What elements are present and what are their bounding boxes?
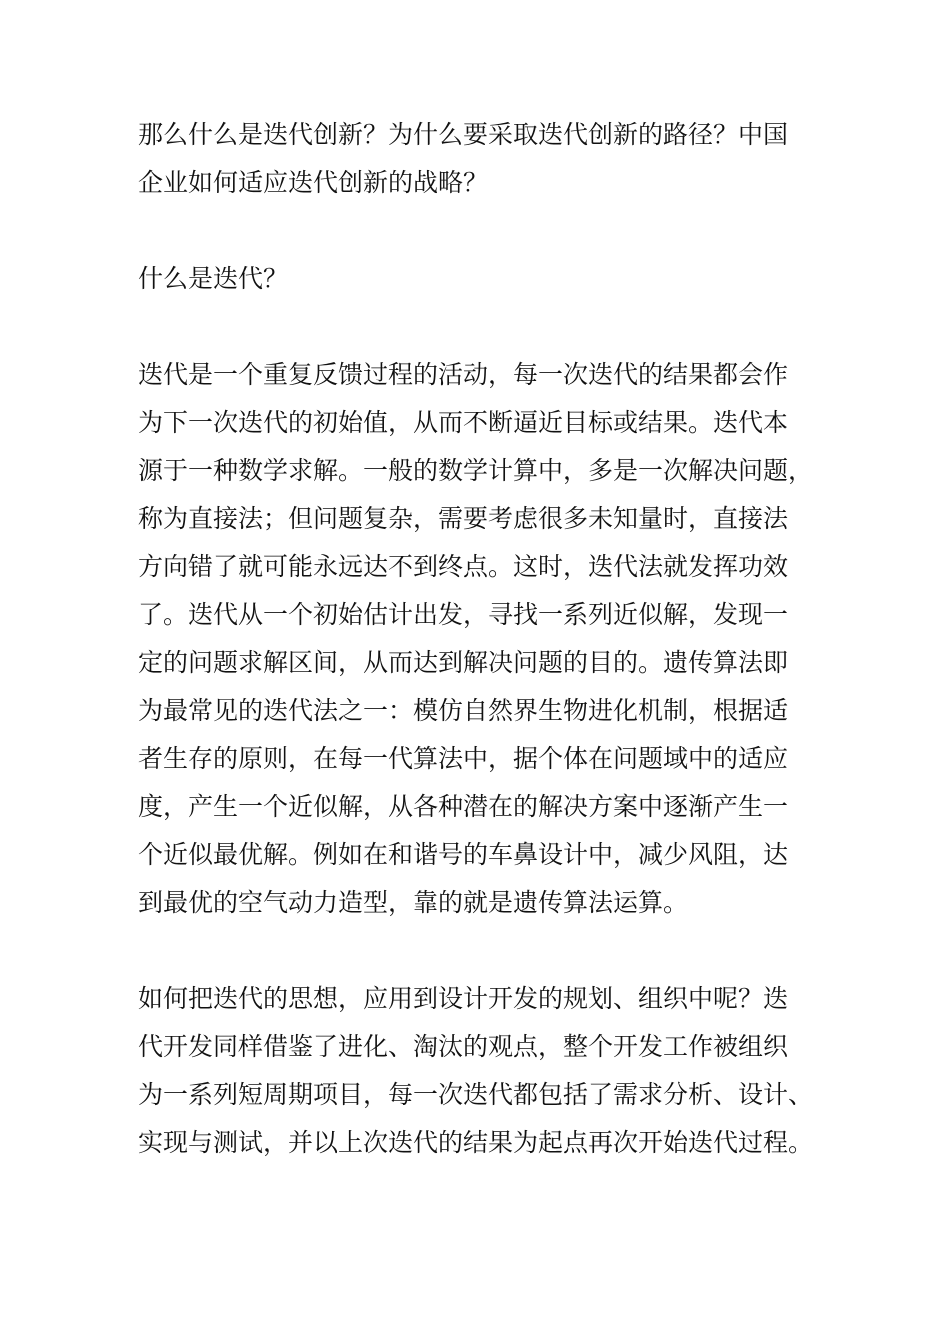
text-line: 了。迭代从一个初始估计出发，寻找一系列近似解，发现一 [138, 600, 789, 629]
document-body [138, 111, 823, 1167]
text-line: 称为直接法；但问题复杂，需要考虑很多未知量时，直接法 [138, 504, 789, 533]
text-line: 什么是迭代？ [138, 264, 289, 293]
paragraph-intro-questions [138, 111, 823, 207]
paragraph-spacer [138, 207, 823, 255]
paragraph-iterative-development [138, 975, 823, 1167]
text-line: 迭代是一个重复反馈过程的活动，每一次迭代的结果都会作 [138, 360, 789, 389]
text-line: 实现与测试，并以上次迭代的结果为起点再次开始迭代过程。 [138, 1128, 814, 1157]
text-line: 度，产生一个近似解，从各种潜在的解决方案中逐渐产生一 [138, 792, 789, 821]
paragraph-spacer [138, 927, 823, 975]
text-line: 到最优的空气动力造型，靠的就是遗传算法运算。 [138, 888, 689, 917]
text-line: 代开发同样借鉴了进化、淘汰的观点，整个开发工作被组织 [138, 1032, 789, 1061]
text-line: 者生存的原则，在每一代算法中，据个体在问题域中的适应 [138, 744, 789, 773]
text-line: 那么什么是迭代创新？为什么要采取迭代创新的路径？中国 [138, 120, 789, 149]
paragraph-iteration-definition [138, 351, 823, 927]
text-line: 为下一次迭代的初始值，从而不断逼近目标或结果。迭代本 [138, 408, 789, 437]
text-line: 定的问题求解区间，从而达到解决问题的目的。遗传算法即 [138, 648, 789, 677]
paragraph-heading-what-is-iteration [138, 255, 823, 303]
text-line: 为一系列短周期项目，每一次迭代都包括了需求分析、设计、 [138, 1080, 814, 1109]
text-line: 企业如何适应迭代创新的战略？ [138, 168, 489, 197]
text-line: 个近似最优解。例如在和谐号的车鼻设计中，减少风阻，达 [138, 840, 789, 869]
paragraph-spacer [138, 303, 823, 351]
text-line: 源于一种数学求解。一般的数学计算中，多是一次解决问题， [138, 456, 814, 485]
text-line: 如何把迭代的思想，应用到设计开发的规划、组织中呢？迭 [138, 984, 789, 1013]
text-line: 为最常见的迭代法之一：模仿自然界生物进化机制，根据适 [138, 696, 789, 725]
text-line: 方向错了就可能永远达不到终点。这时，迭代法就发挥功效 [138, 552, 789, 581]
